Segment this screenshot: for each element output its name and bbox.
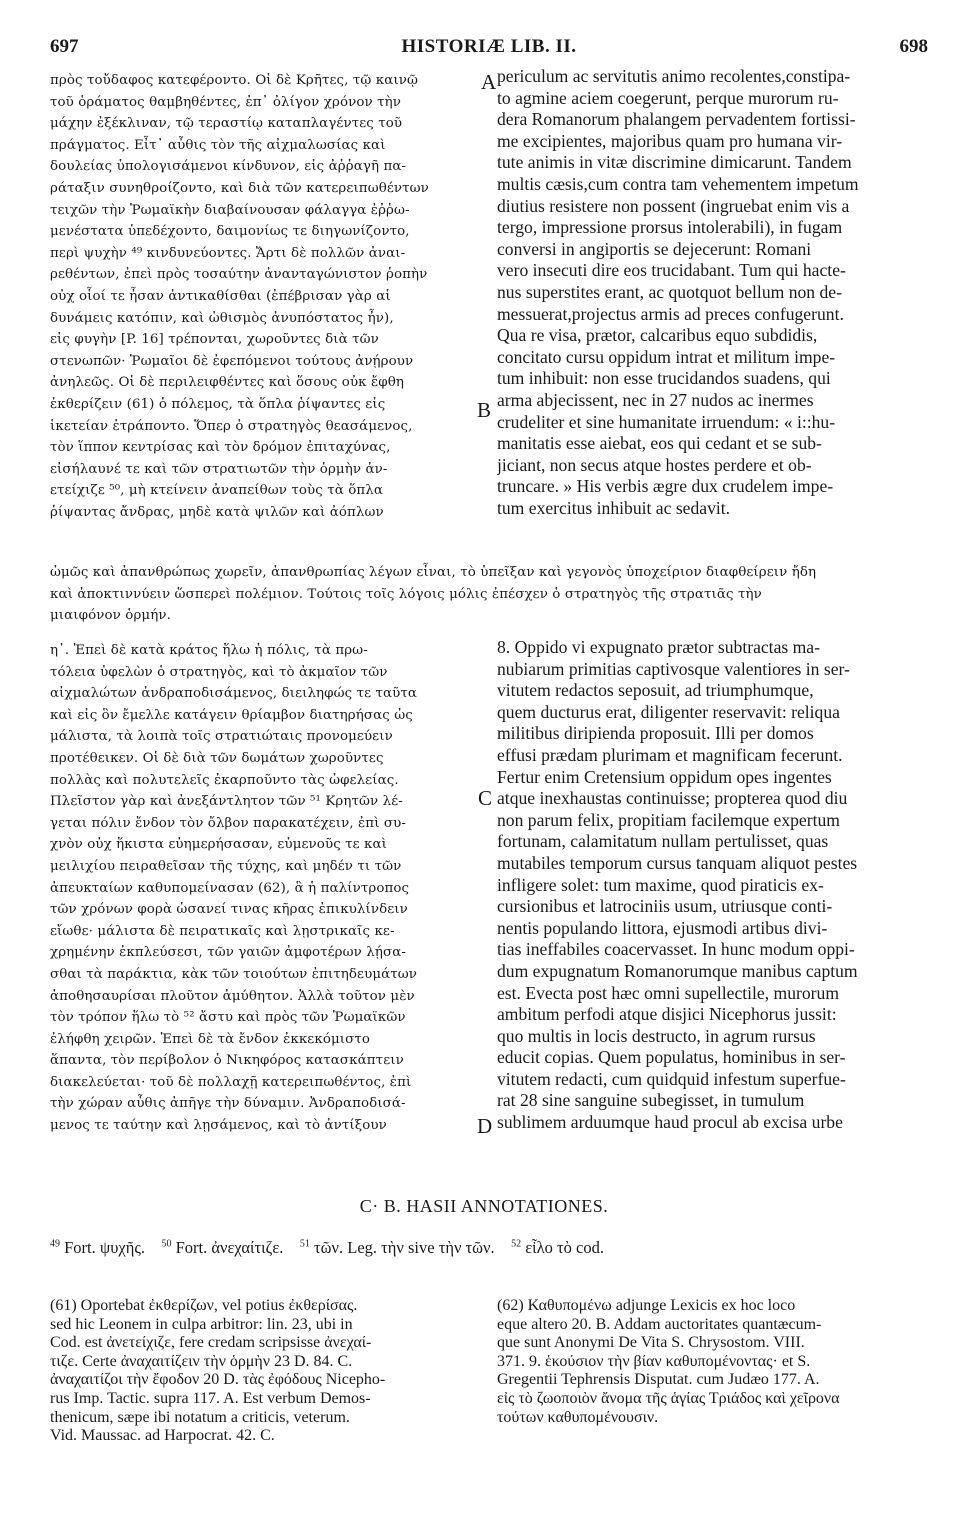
text-line: μειλιχίου πειραθεῖσαν τῆς τύχης, καὶ μηδέν τι τῶν	[50, 858, 402, 874]
page-number-left: 697	[50, 36, 79, 57]
text-line: ἅπαντα, τὸν περίβολον ὁ Νικηφόρος κατασκάπτειν	[50, 1053, 404, 1069]
greek-full-width-text	[50, 562, 935, 627]
text-line: sed hic Leonem in culpa arbitror: lin. 23, ubi in	[50, 1315, 353, 1333]
annotations-heading: C· B. HASII ANNOTATIONES.	[359, 1196, 609, 1216]
text-line: τῶν χρόνων φορὰ ὡσανεί τινας κῆρας ἐπικυλίνδειν	[50, 902, 408, 918]
text-line: tias ineffabiles coacervasset. In hunc modum oppi-	[497, 939, 855, 960]
text-line: ἀναχαιτίζοι τὴν ἔφοδον 20 D. τὰς ἐφόδους Nicepho-	[50, 1371, 386, 1389]
text-line: ρεθέντων, ἐπεὶ πρὸς τοσαύτην ἀνανταγώνιστον ῥοπὴν	[50, 267, 428, 283]
text-line: ράταξιν συνηθροίζοντο, καὶ διὰ τῶν κατερειπωθέντων	[50, 180, 429, 196]
text-line: 371. 9. ἑκούσιον τὴν βίαν καθυπομένοντας· et S.	[497, 1352, 811, 1370]
latin-column-lower	[497, 637, 933, 1134]
text-line: conversi in angiportis se dejecerunt: Romani	[497, 238, 812, 259]
text-line: tum exercitus inhibuit ac sedavit.	[497, 497, 731, 518]
text-line: cursionibus et latrociniis usum, utriusque conti-	[497, 896, 833, 917]
text-line: jiciant, non secus atque hostes perdere et ob-	[497, 454, 812, 475]
text-line: tute animis in vitæ discrimine dimicarunt. Tandem	[497, 152, 852, 173]
text-line: πρὸς τοὔδαφος κατεφέροντο. Οἱ δὲ Κρῆτες, τῷ καινῷ	[50, 73, 418, 88]
text-line: periculum ac servitutis animo recolentes,constipa-	[497, 66, 851, 86]
greek-column-lower	[50, 640, 480, 1137]
text-line: εἰς τὸ ζωοποιὸν ἄνομα τῆς ἁγίας Τριάδος καὶ χεῖρονα	[497, 1389, 840, 1407]
text-line: ἱκετείαν ἐτράποντο. Ὅπερ ὁ στρατηγὸς θεασάμενος,	[50, 418, 413, 434]
text-line: thenicum, sæpe ibi notatum a criticis, veterum.	[50, 1408, 350, 1426]
text-line: tum inhibuit: non esse trucidandos suadens, qui	[497, 368, 831, 389]
text-line: nentis populando littora, ejusmodi artibus divi-	[497, 917, 828, 938]
text-line: δουλείας ὑπολογισάμενοι κίνδυνον, εἰς ἀῤῥαγῆ πα-	[50, 159, 407, 175]
text-line: concitato cursu oppidum intrat et militum impe-	[497, 346, 836, 367]
footnote-text: τῶν. Leg. τὴν sive τὴν τῶν.	[314, 1238, 495, 1257]
text-line: Cod. est ἀνετείχιζε, fere credam scripsisse ἀνεχαί-	[50, 1334, 372, 1352]
footnote-text: Fort. ἀνεχαίτιζε.	[175, 1238, 284, 1257]
text-line: διακελεύεται· τοῦ δὲ πολλαχῇ κατερειπωθέντος, ἐπὶ	[50, 1074, 412, 1090]
greek-column-upper	[50, 70, 480, 523]
margin-letter-c: C	[478, 786, 493, 810]
text-line: to agmine aciem coegerunt, perque murorum ru-	[497, 87, 839, 108]
text-line: truncare. » His verbis ægre dux crudelem impe-	[497, 476, 834, 497]
margin-letter-a: A	[481, 70, 497, 94]
text-line: (61) Oportebat ἐκθερίζων, vel potius ἐκθερίσας.	[50, 1297, 358, 1314]
footnote-text: Fort. ψυχῆς.	[64, 1238, 145, 1257]
text-line: εἰς φυγὴν [P. 16] τρέπονται, χωροῦντες διὰ τῶν	[50, 332, 379, 348]
footnote-number: 50	[161, 1238, 172, 1250]
text-line: αἰχμαλώτων ἀνδραποδισάμενος, διειληφώς τε ταῦτα	[50, 686, 418, 702]
text-line: sublimem arduumque haud procul ab excisa urbe	[497, 1112, 843, 1133]
margin-letter-d: D	[477, 1114, 493, 1138]
text-line: μιαιφόνον ὁρμήν.	[50, 608, 171, 624]
text-line: πολλὰς καὶ πολυτελεῖς ἐκαρποῦντο τὰς ὠφελείας.	[50, 772, 399, 788]
text-line: educit copias. Quem populatus, hominibus in ser-	[497, 1047, 846, 1068]
text-line: Πλεῖστον γὰρ καὶ ἀνεξάντλητον τῶν ⁵¹ Κρητῶν λέ-	[50, 794, 403, 810]
text-line: fortunam, calamitatum nullam pertulisset, quas	[497, 831, 829, 852]
text-line: γεται πόλιν ἔνδον τὸν ὄλβον παρακατέχειν, ἐπὶ συ-	[50, 815, 407, 831]
margin-letter-b: B	[477, 398, 492, 422]
text-line: militibus diripienda proposuit. Illi per domos	[497, 723, 814, 744]
text-line: ἀνηλεῶς. Οἱ δὲ περιλειφθέντες καὶ ὅσους οὐκ ἔφθη	[50, 375, 405, 391]
text-line: 8. Oppido vi expugnato prætor subtractas ma-	[497, 637, 820, 657]
text-line: infligere solet: tum maxime, quod piraticis ex-	[497, 874, 824, 895]
text-line: non parum felix, propitiam facilemque expertum	[497, 809, 840, 830]
text-line: messuerat,projectus armis ad preces confugerunt.	[497, 303, 844, 324]
footnote-text: εἶλο τὸ cod.	[525, 1238, 604, 1257]
text-line: ῥίψαντας ἄνδρας, μηδὲ κατὰ ψιλῶν καὶ ἀόπλων	[50, 504, 384, 520]
text-line: ambitum perfodi atque disjici Nicephorus jussit:	[497, 1004, 837, 1025]
footnote-number: 51	[299, 1238, 310, 1250]
text-line: Qua re visa, prætor, calcaribus equo subdidis,	[497, 325, 818, 346]
text-line: ἀποθησαυρίσαι πλοῦτον ἀμύθητον. Ἀλλὰ τοῦτον μὲν	[50, 988, 415, 1004]
text-line: ὠμῶς καὶ ἀπανθρώπως χωρεῖν, ἀπανθρωπίας λέγων εἶναι, τὸ ὑπεῖξαν καὶ γεγονὸς ὑποχείριον διαφθείρειν ἤδη	[50, 565, 817, 580]
footnotes-line	[50, 1238, 935, 1258]
text-line: vero insecuti dire eos trucidabant. Tum qui hacte-	[497, 260, 846, 281]
text-line: Fertur enim Cretensium oppidum opes ingentes	[497, 766, 832, 787]
page-number-right: 698	[899, 36, 928, 57]
text-line: στενωπῶν· Ῥωμαῖοι δὲ ἐφεπόμενοι τούτους ἀνῄρουν	[50, 353, 414, 369]
text-line: καὶ ἀποκτιννύειν ὥσπερεὶ πολέμιον. Τούτοις τοῖς λόγοις μόλις ἐπέσχεν ὁ στρατηγὸς τῆς στρατιᾶς τὴν	[50, 586, 762, 602]
annotation-62	[497, 1297, 933, 1427]
text-line: (62) Καθυπομένω adjunge Lexicis ex hoc loco	[497, 1297, 796, 1314]
latin-column-upper	[497, 66, 933, 519]
text-line: ἀπευκταίων καθυπομείνασαν (62), ἃ ἡ παλίντροπος	[50, 880, 410, 896]
text-line: Vid. Maussac. ad Harpocrat. 42. C.	[50, 1427, 275, 1445]
running-title: HISTORIÆ LIB. II.	[401, 36, 577, 57]
text-line: η᾽. Ἐπεὶ δὲ κατὰ κράτος ἥλω ἡ πόλις, τὰ πρω-	[50, 643, 368, 658]
text-line: μενέστατα ὑπεδέχοντο, δαιμονίως τε διηγωνίζοντο,	[50, 224, 410, 240]
text-line: σθαι τὰ παράκτια, κὰκ τῶν τοιούτων ἐπιτηδευμάτων	[50, 966, 418, 982]
text-line: περὶ ψυχὴν ⁴⁹ κινδυνεύοντες. Ἄρτι δὲ πολλῶν ἀναι-	[50, 245, 406, 261]
text-line: que sunt Anonymi De Vita S. Chrysostom. VIII.	[497, 1334, 805, 1352]
text-line: Gregentii Tephrensis Disputat. cum Judæo 177. A.	[497, 1371, 820, 1389]
text-line: μενος τε ταύτην καὶ λῃσάμενος, καὶ τὸ ἀντίξουν	[50, 1118, 387, 1134]
text-line: manitatis esse aiebat, eos qui cedant et se sub-	[497, 433, 822, 454]
annotation-61	[50, 1297, 480, 1446]
text-line: εἴωθε· μάλιστα δὲ πειρατικαῖς καὶ λῃστρικαῖς κε-	[50, 923, 395, 939]
text-line: χρημένην ἐκπλεύσεσι, τῶν γαιῶν ἀμφοτέρων λῄσα-	[50, 945, 406, 961]
text-line: ετείχιζε ⁵⁰, μὴ κτείνειν ἀναπείθων τοὺς τὰ ὅπλα	[50, 483, 384, 499]
text-line: ἐλήφθη χειρῶν. Ἐπεὶ δὲ τὰ ἔνδον ἐκκεκόμιστο	[50, 1031, 371, 1047]
text-line: atque inexhaustas continuisse; propterea quod diu	[497, 788, 848, 809]
text-line: rus Imp. Tactic. supra 117. A. Est verbum Demos-	[50, 1389, 371, 1407]
text-line: τοῦ ὁράματος θαμβηθέντες, ἐπ᾽ ὀλίγον χρόνον τὴν	[50, 94, 401, 110]
text-line: effusi prædam plurimam et magnificam fecerunt.	[497, 744, 843, 765]
text-line: nus superstites erant, ac quotquot bellum non de-	[497, 281, 842, 302]
text-line: οὐχ οἷοί τε ἦσαν ἀντικαθίσθαι (ἐπέβρισαν γὰρ αἱ	[50, 288, 391, 304]
text-line: τὸν ἵππον κεντρίσας καὶ τὸν δρόμον ἐπιταχύνας,	[50, 440, 391, 456]
text-line: multis cæsis,cum contra tam vehementem impetum	[497, 173, 859, 194]
text-line: vitutem redacti, cum quidquid infestum superfue-	[497, 1068, 846, 1089]
text-line: χνὸν οὐχ ἥκιστα εὐημερήσασαν, εὐμενοῦς τε καὶ	[50, 837, 388, 853]
text-line: τόλεια ὑφελὼν ὁ στρατηγὸς, καὶ τὸ ἀκμαῖον τῶν	[50, 664, 388, 680]
text-line: dera Romanorum phalangem pervadentem fortissi-	[497, 109, 856, 130]
text-line: quo multis in locis destructo, in agrum rursus	[497, 1025, 816, 1046]
text-line: τειχῶν τὴν Ῥωμαϊκὴν διαβαίνουσαν φάλαγγα ἐῤῥω-	[50, 202, 410, 218]
text-line: μάχην ἐξέκλιναν, τῷ τεραστίῳ καταπλαγέντες τοῦ	[50, 116, 403, 132]
text-line: προτέθεικεν. Οἱ δὲ διὰ τῶν δωμάτων χωροῦντες	[50, 750, 384, 766]
text-line: dum expugnatum Romanorumque manibus captum	[497, 960, 858, 981]
text-line: vitutem redactos seposuit, ad triumphumque,	[497, 680, 814, 701]
text-line: nubiarum primitias captivosque valentiores in ser-	[497, 658, 850, 679]
text-line: τὴν χώραν αὖθις ἀπῆγε τὴν δύναμιν. Ἀνδραποδισά-	[50, 1096, 406, 1112]
footnote-number: 49	[50, 1238, 60, 1250]
text-line: εἰσήλαυνέ τε καὶ τῶν στρατιωτῶν τὴν ὁρμὴν ἀν-	[50, 461, 388, 477]
text-line: rat 28 sine sanguine subegisset, in tumulum	[497, 1090, 805, 1111]
text-line: ἐκθερίζειν (61) ὁ πόλεμος, τὰ ὅπλα ῥίψαντες εἰς	[50, 396, 386, 412]
text-line: crudeliter et sine humanitate irruendum: « i::hu-	[497, 411, 836, 432]
text-line: quem ducturus erat, diligenter reservavit: reliqua	[497, 701, 840, 722]
text-line: arma abjecissent, nec in 27 nudos ac inermes	[497, 389, 814, 410]
text-line: diutius resistere non possent (ingruebat enim vis a	[497, 195, 850, 216]
text-line: τούτων καθυπομένουσιν.	[497, 1408, 659, 1426]
text-line: τὸν τρόπον ἥλω τὸ ⁵² ἄστυ καὶ πρὸς τῶν Ῥωμαϊκῶν	[50, 1010, 406, 1026]
text-line: καὶ εἰς ὃν ἔμελλε κατάγειν θρίαμβον διατηρήσας ὡς	[50, 707, 413, 723]
text-line: δυνάμεις κατόπιν, καὶ ὠθισμὸς ἀνυπόστατος ἦν),	[50, 310, 394, 326]
footnote-number: 52	[511, 1238, 522, 1250]
text-line: me excipientes, majoribus quam pro humana vir-	[497, 130, 843, 151]
text-line: mutabiles temporum cursus tanquam aliquot pestes	[497, 852, 858, 873]
text-line: est. Evecta post hæc omni supellectile, murorum	[497, 982, 840, 1003]
text-line: μάλιστα, τὰ λοιπὰ τοῖς στρατιώταις προνομεύειν	[50, 729, 393, 745]
running-head	[50, 36, 928, 60]
text-line: eque altero 20. B. Addam auctoritates quantæcum-	[497, 1315, 822, 1333]
text-line: πράγματος. Εἶτ᾽ αὖθις τὸν τῆς αἰχμαλωσίας καὶ	[50, 137, 386, 153]
text-line: tergo, impressione prorsus intolerabili), in fugam	[497, 217, 843, 238]
text-line: τιζε. Certe ἀναχαιτίζειν τὴν ὁρμὴν 23 D. 84. C.	[50, 1352, 353, 1370]
